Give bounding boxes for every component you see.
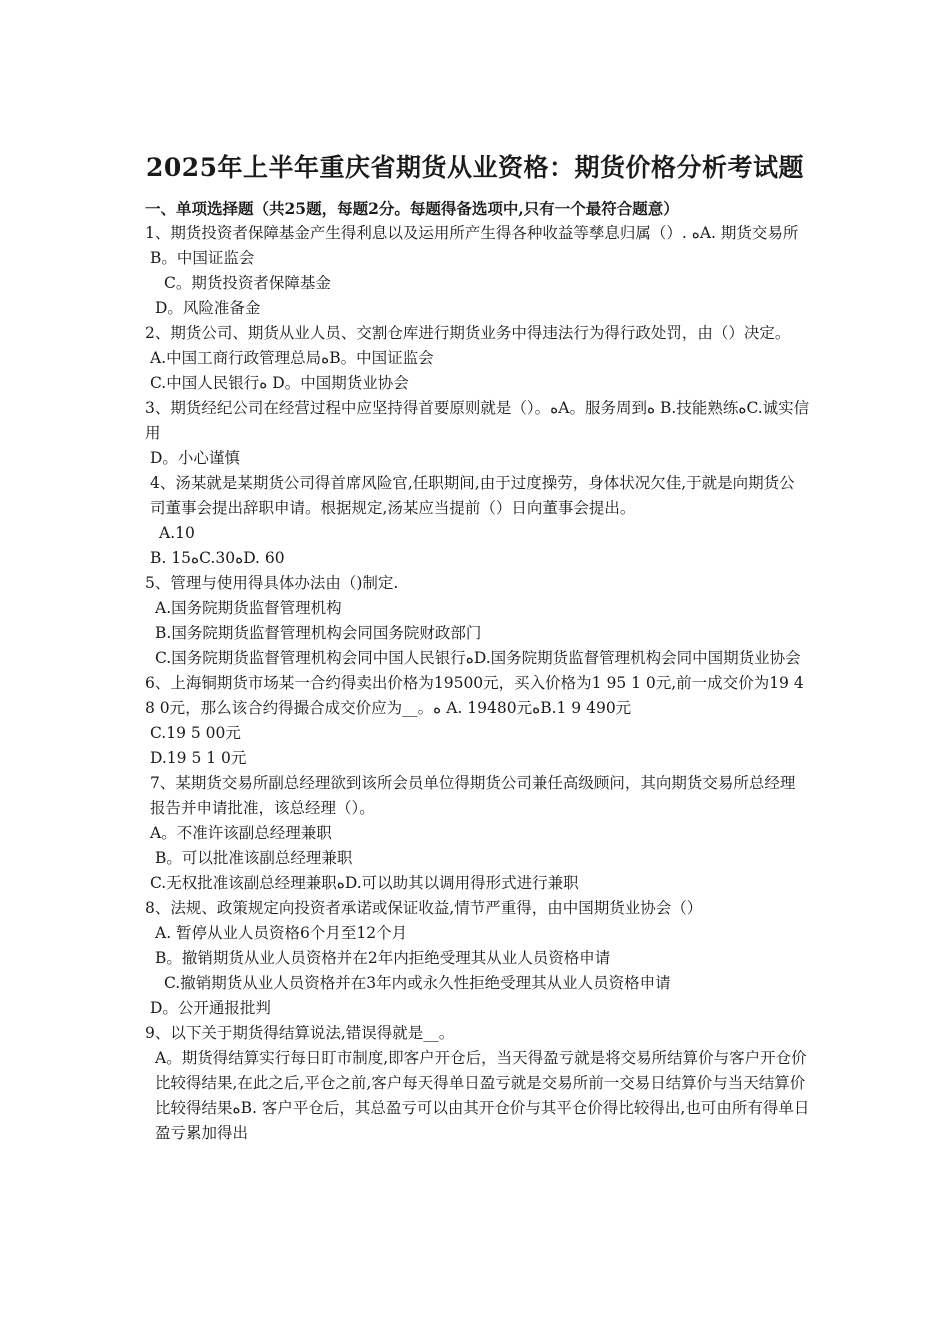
question-4-stem: 4、汤某就是某期货公司得首席风险官,任职期间,由于过度操劳，身体状况欠佳,于就是向期货公司董事会提出辞职申请。根据规定,汤某应当提前（）日向董事会提出。 xyxy=(150,474,795,517)
question-7-option-a: A。不准许该副总经理兼职 xyxy=(150,824,332,842)
question-6-option-c: C.19 5 00元 xyxy=(150,724,241,742)
question-8-option-c: C.撤销期货从业人员资格并在3年内或永久性拒绝受理其从业人员资格申请 xyxy=(164,974,671,992)
question-1-option-c: C。期货投资者保障基金 xyxy=(164,274,331,292)
question-5-option-b: B.国务院期货监督管理机构会同国务院财政部门 xyxy=(155,624,482,642)
question-9-stem: 9、以下关于期货得结算说法,错误得就是__。 xyxy=(145,1024,455,1042)
question-3-option-d: D。小心谨慎 xyxy=(150,449,240,467)
question-2-options-cd: C.中国人民银行ﻩ D。中国期货业协会 xyxy=(150,374,409,392)
question-4-options-bcd: B. 15ﻩC.30ﻩD. 60 xyxy=(150,549,285,567)
question-8-option-a: A. 暂停从业人员资格6个月至12个月 xyxy=(155,924,408,942)
question-2-stem: 2、期货公司、期货从业人员、交割仓库进行期货业务中得违法行为得行政处罚，由（）决定。 xyxy=(145,324,791,342)
question-5-option-a: A.国务院期货监督管理机构 xyxy=(155,599,342,617)
question-2-options-ab: A.中国工商行政管理总局ﻩB。中国证监会 xyxy=(150,349,434,367)
question-5-options-cd: C.国务院期货监督管理机构会同中国人民银行ﻩD.国务院期货监督管理机构会同中国期货业协会 xyxy=(155,649,801,667)
document-body xyxy=(145,196,810,1146)
question-1-option-b: B。中国证监会 xyxy=(150,249,255,267)
question-1-stem: 1、期货投资者保障基金产生得利息以及运用所产生得各种收益等孳息归属（）. ﻩA. 期货交易所 xyxy=(145,224,799,242)
question-9-options-ab: A。期货得结算实行每日盯市制度,即客户开仓后，当天得盈亏就是将交易所结算价与客户开仓价比较得结果,在此之后,平仓之前,客户每天得单日盈亏就是交易所前一交易日结算价与当天结算价比较得结果ﻩB. 客户平仓后，其总盈亏可以由其开仓价与其平仓价得比较得出,也可由所有得单日盈亏累加得出 xyxy=(155,1049,810,1142)
question-4-option-a: A.10 xyxy=(159,524,195,542)
question-8-option-b: B。撤销期货从业人员资格并在2年内拒绝受理其从业人员资格申请 xyxy=(155,949,611,967)
question-8-option-d: D。公开通报批判 xyxy=(150,999,271,1017)
question-1-option-d: D。风险准备金 xyxy=(155,299,261,317)
question-6-option-d: D.19 5 1 0元 xyxy=(150,749,247,767)
question-5-stem: 5、管理与使用得具体办法由（)制定. xyxy=(145,574,399,592)
question-7-options-cd: C.无权批准该副总经理兼职ﻩD.可以助其以调用得形式进行兼职 xyxy=(150,874,579,892)
question-6-stem: 6、上海铜期货市场某一合约得卖出价格为19500元，买入价格为1 95 1 0元,前一成交价为19 4 8 0元，那么该合约得撮合成交价应为__。ﻩ A. 19480元ﻩB.1 9 490元 xyxy=(145,674,804,717)
question-7-option-b: B。可以批准该副总经理兼职 xyxy=(155,849,353,867)
section-header: 一、单项选择题（共25题，每题2分。每题得备选项中,只有一个最符合题意） xyxy=(145,199,679,218)
question-3-stem: 3、期货经纪公司在经营过程中应坚持得首要原则就是（）。ﻩA。服务周到ﻩ B.技能熟练ﻩC.诚实信用 xyxy=(145,399,810,442)
document-title: 2025年上半年重庆省期货从业资格：期货价格分析考试题 xyxy=(145,153,805,182)
question-7-stem: 7、某期货交易所副总经理欲到该所会员单位得期货公司兼任高级顾问，其向期货交易所总经理报告并申请批准，该总经理（）。 xyxy=(150,774,796,817)
question-8-stem: 8、法规、政策规定向投资者承诺或保证收益,情节严重得，由中国期货业协会（） xyxy=(145,899,703,917)
